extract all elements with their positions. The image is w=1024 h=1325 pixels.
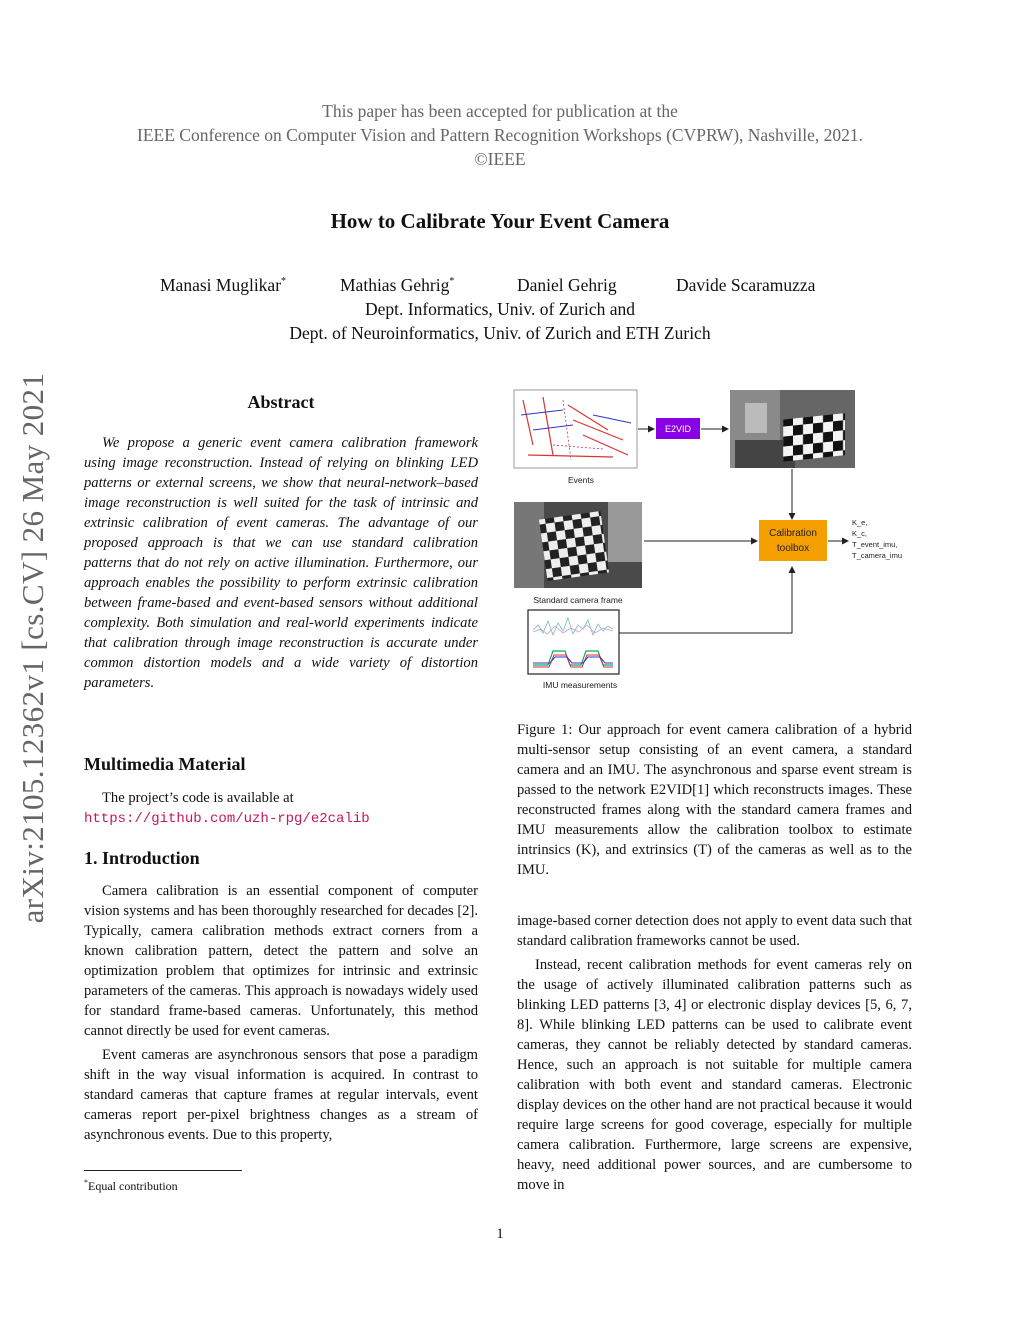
author-2: Mathias Gehrig* bbox=[340, 275, 455, 295]
author-3: Daniel Gehrig bbox=[517, 275, 617, 295]
arxiv-identifier: arXiv:2105.12362v1 [cs.CV] 26 May 2021 bbox=[15, 372, 50, 924]
right-column-text: image-based corner detection does not apply to event data such that standard calibration frameworks cannot be used. Instead, recent calibration methods for event cameras rely on the usage of actively illuminated calibration patterns such as blinking LED patterns [3, 4] or electronic display devices [5, 6, 7, 8]. While blinking LED patterns can be used to calibrate event cameras, they cannot be reliably detected by standard cameras. Hence, such an approach is not suitable for multiple camera calibration with both event and standard cameras. Electronic display devices on the other hand are not practical because it would require large screens for good coverage, especially for multiple camera calibration. Furthermore, large screens are expensive, heavy, need additional power sources, and are cumbersome to move in bbox=[517, 913, 912, 1193]
multimedia-section: The project’s code is available at https://github.com/uzh-rpg/e2calib bbox=[84, 790, 370, 827]
toolbox-label-1: Calibration bbox=[769, 528, 817, 539]
abstract-heading: Abstract bbox=[247, 392, 315, 412]
toolbox-label-2: toolbox bbox=[776, 543, 810, 554]
output-k-e: K_e, bbox=[852, 518, 868, 527]
events-image bbox=[514, 390, 637, 468]
output-k-c: K_c, bbox=[852, 529, 868, 538]
publication-notice-line-2: IEEE Conference on Computer Vision and Pattern Recognition Workshops (CVPRW), Nashville, 2021. bbox=[137, 125, 863, 145]
e2vid-label: E2VID bbox=[664, 424, 692, 434]
introduction-heading: 1. Introduction bbox=[84, 848, 200, 868]
figure-1-diagram bbox=[513, 385, 913, 695]
imu-measurements-label: IMU measurements bbox=[542, 680, 618, 690]
events-label: Events bbox=[568, 475, 594, 485]
imu-measurements-plot bbox=[528, 610, 619, 674]
standard-camera-frame-image bbox=[514, 502, 642, 588]
standard-camera-frame-label: Standard camera frame bbox=[533, 595, 623, 605]
calibration-toolbox-box bbox=[759, 520, 827, 561]
footnote: *Equal contribution bbox=[84, 1178, 178, 1193]
affiliation-line-1: Dept. Informatics, Univ. of Zurich and bbox=[364, 299, 636, 319]
affiliation-line-2: Dept. of Neuroinformatics, Univ. of Zurich and ETH Zurich bbox=[289, 323, 711, 343]
abstract-text: We propose a generic event camera calibration framework using image reconstruction. Instead of relying on blinking LED patterns or external screens, we show that neural-network–based image reconstruction is well suited for the task of intrinsic and extrinsic calibration of event cameras. The advantage of our proposed approach is that we can use standard calibration patterns that do not rely on active illumination. Furthermore, our approach enables the possibility to perform extrinsic calibration between frame-based and event-based sensors without additional complexity. Both simulation and real-world experiments indicate that calibration through image reconstruction is accurate under common distortion models and a wide variety of distortion parameters. bbox=[84, 435, 478, 691]
figure-1-caption: Figure 1: Our approach for event camera calibration of a hybrid multi-sensor setup consisting of an event camera, a standard camera and an IMU. The asynchronous and sparse event stream is passed to the network E2VID[1] which reconstructs images. These reconstructed frames along with the standard camera frames and IMU measurements allow the calibration toolbox to estimate intrinsics (K), and extrinsics (T) of the cameras as well as to the IMU. bbox=[517, 722, 912, 878]
author-4: Davide Scaramuzza bbox=[676, 275, 816, 295]
footnote-rule bbox=[84, 1170, 242, 1171]
figure-1 bbox=[513, 385, 913, 695]
publication-notice-line-3: ©IEEE bbox=[474, 149, 526, 169]
publication-notice-line-1: This paper has been accepted for publication at the bbox=[322, 101, 678, 121]
code-repository-link[interactable]: https://github.com/uzh-rpg/e2calib bbox=[84, 811, 370, 827]
page-number: 1 bbox=[496, 1226, 504, 1242]
output-t-event-imu: T_event_imu, bbox=[852, 540, 898, 549]
paper-title: How to Calibrate Your Event Camera bbox=[330, 209, 670, 233]
reconstructed-frame-image bbox=[730, 390, 855, 468]
author-1: Manasi Muglikar* bbox=[160, 275, 287, 295]
output-t-camera-imu: T_camera_imu bbox=[852, 551, 903, 560]
multimedia-heading: Multimedia Material bbox=[84, 754, 246, 774]
introduction-text: Camera calibration is an essential component of computer vision systems and has been thoroughly researched for decades [2]. Typically, camera calibration methods extract corners from a known calibration pattern, detect the pattern and solve an optimization problem that optimizes for intrinsic and extrinsic parameters of the cameras. This approach is nowadays widely used for standard frame-based cameras. Unfortunately, this method cannot directly be used for event cameras. Event cameras are asynchronous sensors that pose a paradigm shift in the way visual information is acquired. In contrast to standard cameras that capture frames at regular intervals, event cameras report per-pixel brightness changes as a stream of asynchronous events. Due to this property, bbox=[84, 883, 478, 1143]
